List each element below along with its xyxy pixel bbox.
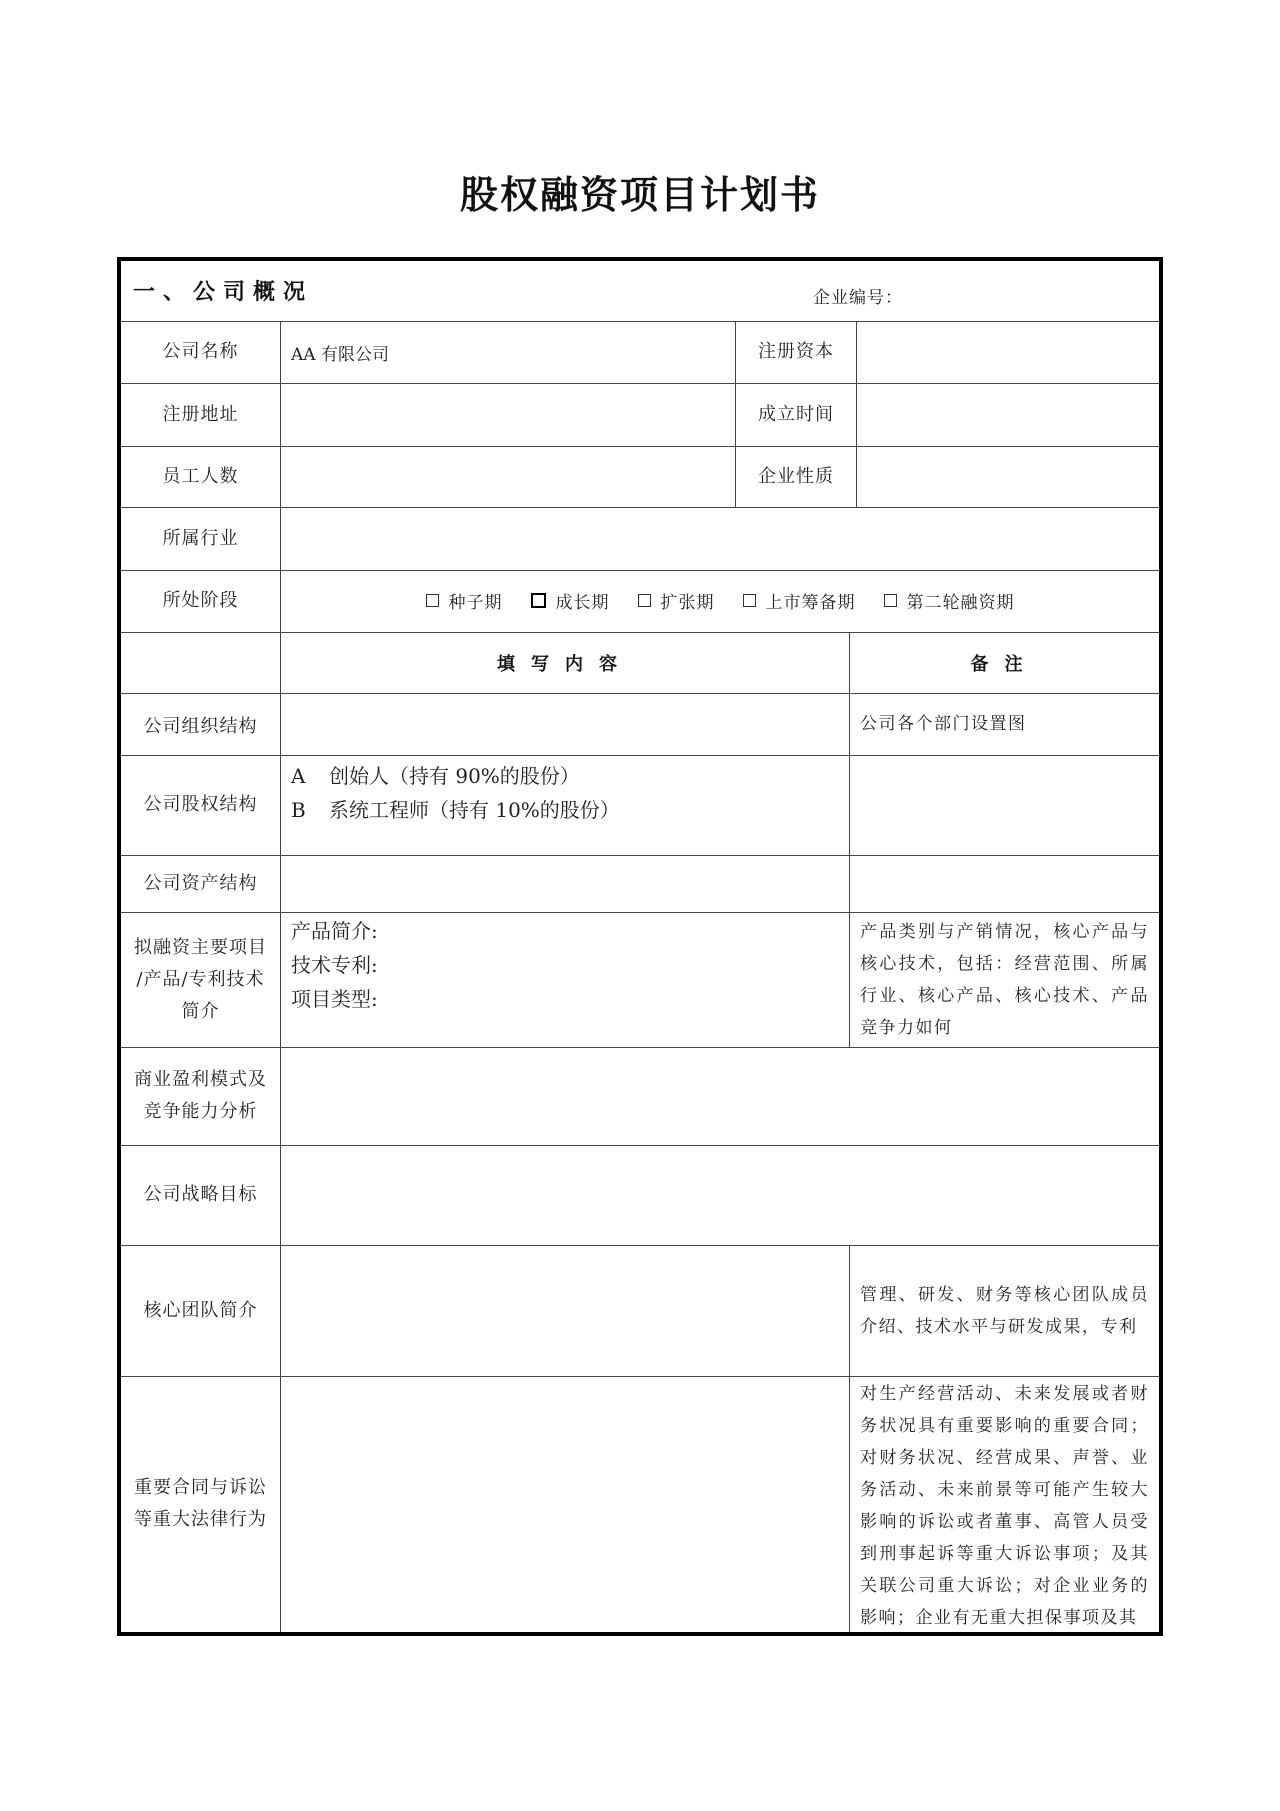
- shareholder-letter: B: [291, 798, 306, 822]
- stage-options: [281, 570, 1159, 630]
- company-name-label: 公司名称: [162, 341, 239, 362]
- company-name-field[interactable]: AA 有限公司: [291, 344, 389, 365]
- financing-project-field[interactable]: [281, 912, 849, 1047]
- checkbox-icon[interactable]: [638, 594, 651, 607]
- asset-structure-label: 公司资产结构: [143, 872, 258, 894]
- tech-patent-label: 技术专利:: [291, 953, 378, 977]
- document-title: 股权融资项目计划书: [459, 173, 820, 217]
- shareholder-text: 系统工程师（持有 10%的股份）: [329, 798, 620, 822]
- strategy-goal-label: 公司战略目标: [143, 1184, 258, 1205]
- core-team-note: 管理、研发、财务等核心团队成员介绍、技术水平与研发成果，专利: [860, 1284, 1149, 1337]
- financing-project-note: 产品类别与产销情况，核心产品与核心技术，包括：经营范围、所属行业、核心产品、核心技术、产品竞争力如何: [860, 922, 1149, 1038]
- section-title: 一、公司概况: [133, 279, 314, 305]
- equity-structure-note: [850, 755, 1159, 855]
- registered-address-field[interactable]: [281, 383, 735, 446]
- checkbox-icon[interactable]: [531, 593, 546, 608]
- checkbox-icon[interactable]: [426, 594, 439, 607]
- equity-structure-field[interactable]: [281, 755, 849, 855]
- core-team-label: 核心团队简介: [143, 1299, 258, 1321]
- industry-label: 所属行业: [162, 527, 239, 549]
- stage-option-pre-ipo[interactable]: [743, 588, 856, 613]
- founded-date-field[interactable]: [857, 383, 1159, 446]
- enterprise-nature-field[interactable]: [857, 446, 1159, 507]
- company-overview-table: [117, 257, 1163, 1636]
- product-intro-label: 产品简介:: [291, 919, 378, 943]
- founded-date-label: 成立时间: [758, 403, 834, 425]
- org-structure-label: 公司组织结构: [143, 716, 258, 737]
- shareholder-text: 创始人（持有 90%的股份）: [329, 764, 580, 788]
- shareholder-letter: A: [291, 764, 306, 788]
- employees-field[interactable]: [281, 446, 735, 507]
- business-model-label: [121, 1047, 280, 1145]
- stage-option-label: 种子期: [448, 592, 503, 613]
- employees-label: 员工人数: [162, 465, 239, 487]
- project-type-label: 项目类型:: [291, 987, 378, 1011]
- financing-project-label: [121, 912, 280, 1047]
- asset-structure-field[interactable]: [281, 855, 849, 912]
- legal-matters-label: [121, 1376, 280, 1632]
- stage-option-label: 第二轮融资期: [906, 592, 1015, 613]
- registered-capital-field[interactable]: [857, 321, 1159, 383]
- stage-option-growth[interactable]: [531, 588, 610, 613]
- equity-structure-label: 公司股权结构: [143, 794, 258, 815]
- org-structure-field[interactable]: [281, 693, 849, 755]
- legal-matters-note: 对生产经营活动、未来发展或者财务状况具有重要影响的重要合同；对财务状况、经营成果、声誉、业务活动、未来前景等可能产生较大影响的诉讼或者董事、高管人员受到刑事起诉等重大诉讼事项；及其关联公司重大诉讼；对企业业务的影响；企业有无重大担保事项及其: [860, 1384, 1149, 1628]
- stage-option-seed[interactable]: [426, 588, 503, 613]
- shareholder-line: [291, 793, 620, 827]
- checkbox-icon[interactable]: [884, 594, 897, 607]
- stage-option-label: 扩张期: [660, 592, 715, 613]
- registered-capital-label: 注册资本: [758, 341, 834, 362]
- enterprise-nature-label: 企业性质: [758, 465, 834, 487]
- registered-address-label: 注册地址: [162, 403, 239, 425]
- label-line: /产品/专利技术: [136, 968, 265, 990]
- business-model-field[interactable]: [281, 1047, 1159, 1145]
- label-line: 等重大法律行为: [134, 1509, 267, 1530]
- stage-option-label: 成长期: [555, 592, 610, 613]
- label-line: 重要合同与诉讼: [134, 1477, 267, 1498]
- label-line: 简介: [181, 1000, 220, 1022]
- label-line: 商业盈利模式及: [134, 1069, 267, 1090]
- legal-matters-field[interactable]: [281, 1376, 849, 1632]
- checkbox-icon[interactable]: [743, 594, 756, 607]
- asset-structure-note: [850, 855, 1159, 912]
- enterprise-number-label: 企业编号：: [813, 288, 903, 308]
- stage-option-expansion[interactable]: [638, 588, 715, 613]
- stage-option-second-round[interactable]: [884, 588, 1015, 613]
- core-team-field[interactable]: [281, 1245, 849, 1376]
- shareholder-line: [291, 759, 580, 793]
- label-line: 拟融资主要项目: [134, 936, 267, 958]
- column-header-note: 备注: [970, 653, 1039, 675]
- column-header-fill-content: 填写内容: [497, 653, 633, 675]
- label-line: 竞争能力分析: [143, 1101, 258, 1122]
- stage-label: 所处阶段: [162, 590, 239, 611]
- strategy-goal-field[interactable]: [281, 1145, 1159, 1245]
- industry-field[interactable]: [281, 507, 1159, 570]
- stage-option-label: 上市筹备期: [765, 592, 856, 613]
- org-structure-note: 公司各个部门设置图: [860, 714, 1027, 734]
